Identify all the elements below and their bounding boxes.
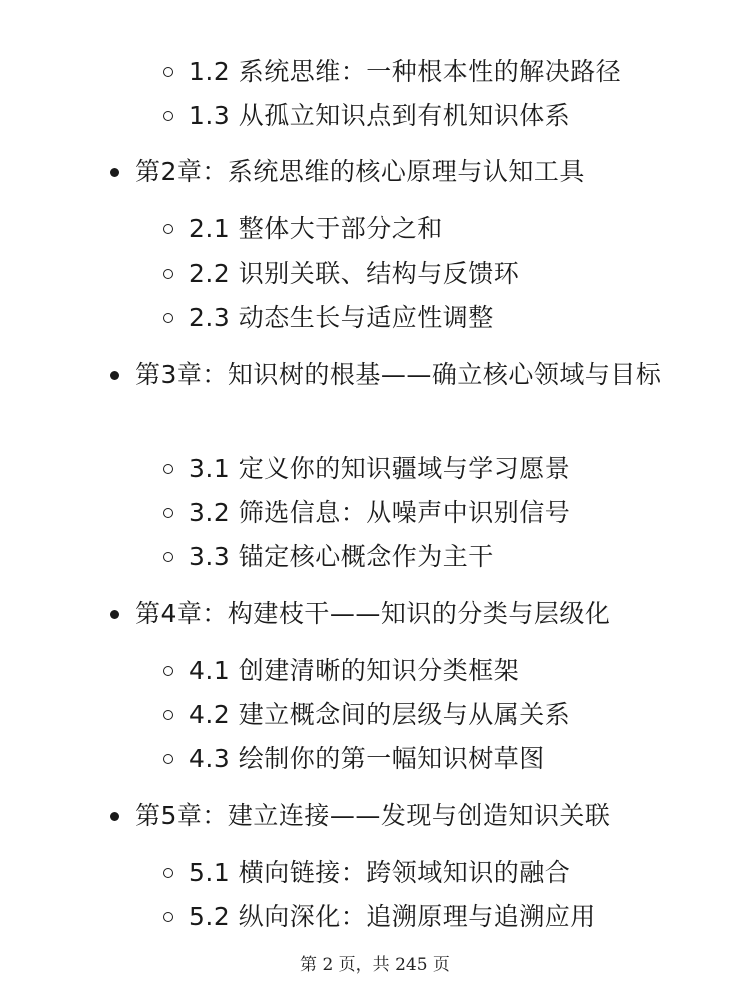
- hollow-bullet-icon: [163, 508, 173, 518]
- hollow-bullet-icon: [163, 464, 173, 474]
- toc-section-4-3[interactable]: [189, 740, 545, 778]
- toc-chapter-2[interactable]: [135, 153, 680, 191]
- toc-section-label: 2.1 整体大于部分之和: [189, 214, 443, 243]
- toc-chapter-label: 第4章：构建枝干——知识的分类与层级化: [135, 599, 611, 628]
- hollow-bullet-icon: [163, 111, 173, 121]
- hollow-bullet-icon: [163, 313, 173, 323]
- toc-chapter-label: 第5章：建立连接——发现与创造知识关联: [135, 801, 611, 830]
- toc-section-label: 4.3 绘制你的第一幅知识树草图: [189, 744, 545, 773]
- solid-bullet-icon: [110, 610, 119, 619]
- toc-section-5-1[interactable]: [189, 854, 570, 892]
- hollow-bullet-icon: [163, 710, 173, 720]
- toc-section-label: 3.2 筛选信息：从噪声中识别信号: [189, 498, 571, 527]
- toc-section-label: 3.1 定义你的知识疆域与学习愿景: [189, 454, 571, 483]
- toc-section-label: 2.3 动态生长与适应性调整: [189, 303, 494, 332]
- toc-section-label: 1.2 系统思维：一种根本性的解决路径: [189, 57, 622, 86]
- page-footer: [0, 950, 750, 975]
- solid-bullet-icon: [110, 371, 119, 380]
- toc-section-label: 4.2 建立概念间的层级与从属关系: [189, 700, 571, 729]
- toc-chapter-label: 第3章：知识树的根基——确立核心领域与目标: [135, 360, 662, 389]
- hollow-bullet-icon: [163, 224, 173, 234]
- toc-section-3-1[interactable]: [189, 450, 570, 488]
- toc-section-label: 2.2 识别关联、结构与反馈环: [189, 259, 520, 288]
- toc-section-2-2[interactable]: [189, 255, 519, 293]
- toc-section-3-3[interactable]: [189, 538, 494, 576]
- toc-section-1-3[interactable]: [189, 97, 570, 135]
- page-number-label: 第 2 页，共 245 页: [300, 955, 450, 975]
- toc-section-label: 5.1 横向链接：跨领域知识的融合: [189, 858, 571, 887]
- hollow-bullet-icon: [163, 666, 173, 676]
- toc-chapter-label: 第2章：系统思维的核心原理与认知工具: [135, 157, 585, 186]
- toc-section-3-2[interactable]: [189, 494, 570, 532]
- toc-section-1-2[interactable]: [189, 53, 621, 91]
- toc-chapter-5[interactable]: [135, 797, 680, 835]
- toc-section-4-2[interactable]: [189, 696, 570, 734]
- hollow-bullet-icon: [163, 269, 173, 279]
- toc-section-2-1[interactable]: [189, 210, 443, 248]
- toc-chapter-4[interactable]: [135, 595, 680, 633]
- toc-section-label: 3.3 锚定核心概念作为主干: [189, 542, 494, 571]
- toc-chapter-3[interactable]: [135, 356, 680, 394]
- solid-bullet-icon: [110, 812, 119, 821]
- hollow-bullet-icon: [163, 552, 173, 562]
- toc-section-label: 4.1 创建清晰的知识分类框架: [189, 656, 520, 685]
- solid-bullet-icon: [110, 168, 119, 177]
- toc-section-label: 1.3 从孤立知识点到有机知识体系: [189, 101, 571, 130]
- hollow-bullet-icon: [163, 868, 173, 878]
- toc-section-4-1[interactable]: [189, 652, 519, 690]
- hollow-bullet-icon: [163, 67, 173, 77]
- hollow-bullet-icon: [163, 912, 173, 922]
- hollow-bullet-icon: [163, 754, 173, 764]
- toc-section-label: 5.2 纵向深化：追溯原理与追溯应用: [189, 902, 596, 931]
- toc-section-5-2[interactable]: [189, 898, 596, 936]
- toc-section-2-3[interactable]: [189, 299, 494, 337]
